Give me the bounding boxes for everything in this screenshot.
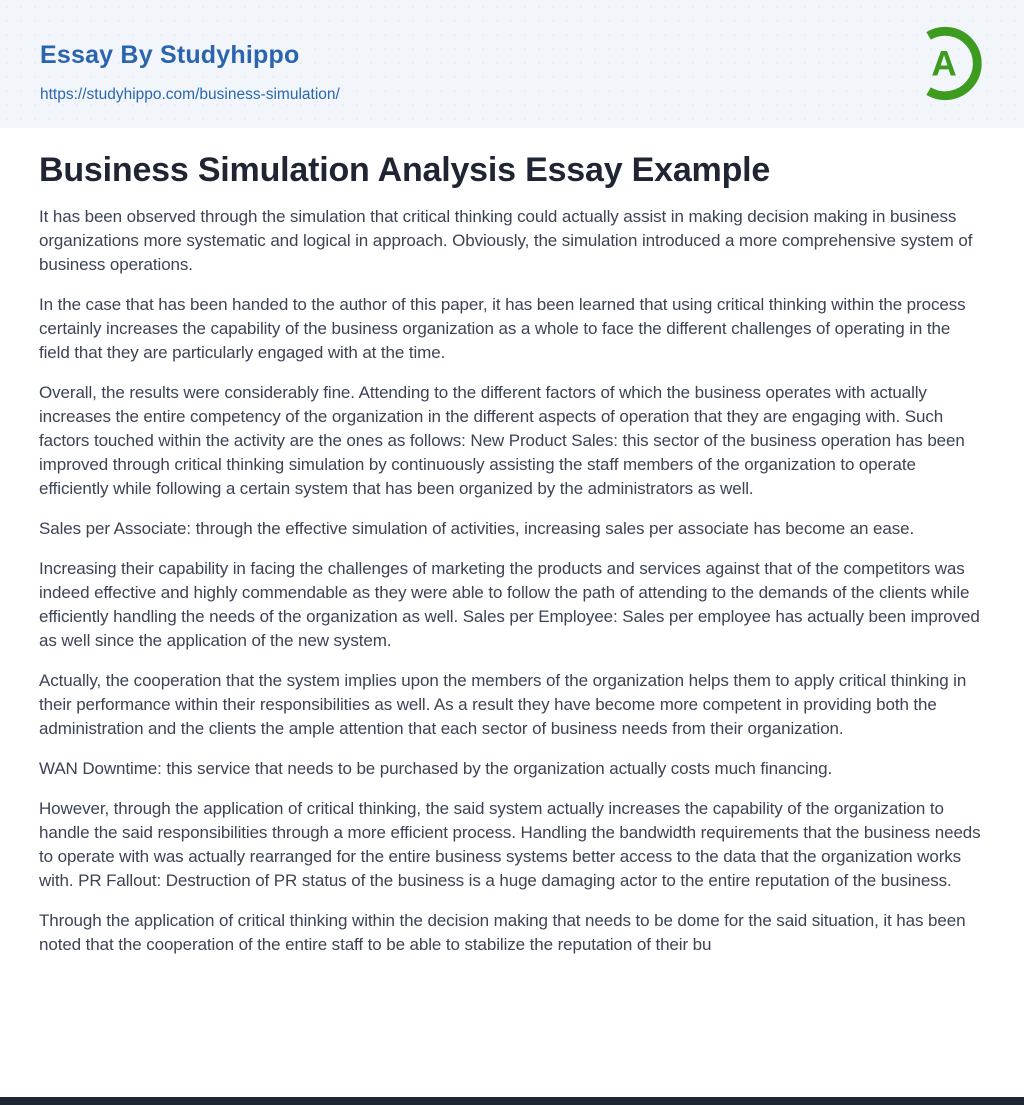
essay-heading: Business Simulation Analysis Essay Example xyxy=(39,151,771,189)
essay-paragraph: It has been observed through the simulation that critical thinking could actually assist in making decision making in business organizations more systematic and logical in approach. Obviously, the simulation introduced a more comprehensive system of business operations. xyxy=(39,207,973,275)
essay-paragraph: WAN Downtime: this service that needs to be purchased by the organization actually costs much financing. xyxy=(39,759,833,779)
essay-source-link[interactable]: https://studyhippo.com/business-simulation/ xyxy=(40,86,340,103)
studyhippo-logo-icon xyxy=(908,22,986,106)
essay-paragraph: Sales per Associate: through the effective simulation of activities, increasing sales per associate has become an ease. xyxy=(39,519,915,539)
logo-arc-icon xyxy=(908,22,986,106)
footer-bar xyxy=(0,1097,1024,1105)
page-header xyxy=(0,0,1024,128)
essay-paragraph: Increasing their capability in facing the challenges of marketing the products and services against that of the competitors was indeed effective and highly commendable as they were able to follow the path of attending to the demands of the clients while efficiently handling the needs of the organization as well. Sales per Employee: Sales per employee has actually been improved as well since the application of the new system. xyxy=(39,559,980,651)
essay-content xyxy=(0,128,1024,957)
essay-paragraph: Actually, the cooperation that the system implies upon the members of the organization helps them to apply critical thinking in their performance within their responsibilities as well. As a result they have become more competent in providing both the administration and the clients the ample attention that each sector of business needs from their organization. xyxy=(39,671,967,739)
essay-paragraph: Overall, the results were considerably fine. Attending to the different factors of which the business operates with actually increases the entire competency of the organization in the different aspects of operation that they are engaging with. Such factors touched within the activity are the ones as follows: New Product Sales: this sector of the business operation has been improved through critical thinking simulation by continuously assisting the staff members of the organization to operate efficiently while following a certain system that has been organized by the administrators as well. xyxy=(39,383,965,499)
essay-body xyxy=(39,205,985,957)
site-title: Essay By Studyhippo xyxy=(40,41,300,69)
essay-paragraph: However, through the application of critical thinking, the said system actually increases the capability of the organization to handle the said responsibilities through a more efficient process. Handling the bandwidth requirements that the business needs to operate with was actually rearranged for the entire business systems better access to the data that the organization works with. PR Fallout: Destruction of PR status of the business is a huge damaging actor to the entire reputation of the business. xyxy=(39,799,981,891)
essay-paragraph: Through the application of critical thinking within the decision making that needs to be dome for the said situation, it has been noted that the cooperation of the entire staff to be able to stabilize the reputation of their bu xyxy=(39,911,966,955)
essay-paragraph: In the case that has been handed to the author of this paper, it has been learned that using critical thinking within the process certainly increases the capability of the business organization as a whole to face the different challenges of operating in the field that they are particularly engaged with at the time. xyxy=(39,295,966,363)
logo-letter: A xyxy=(931,44,957,84)
